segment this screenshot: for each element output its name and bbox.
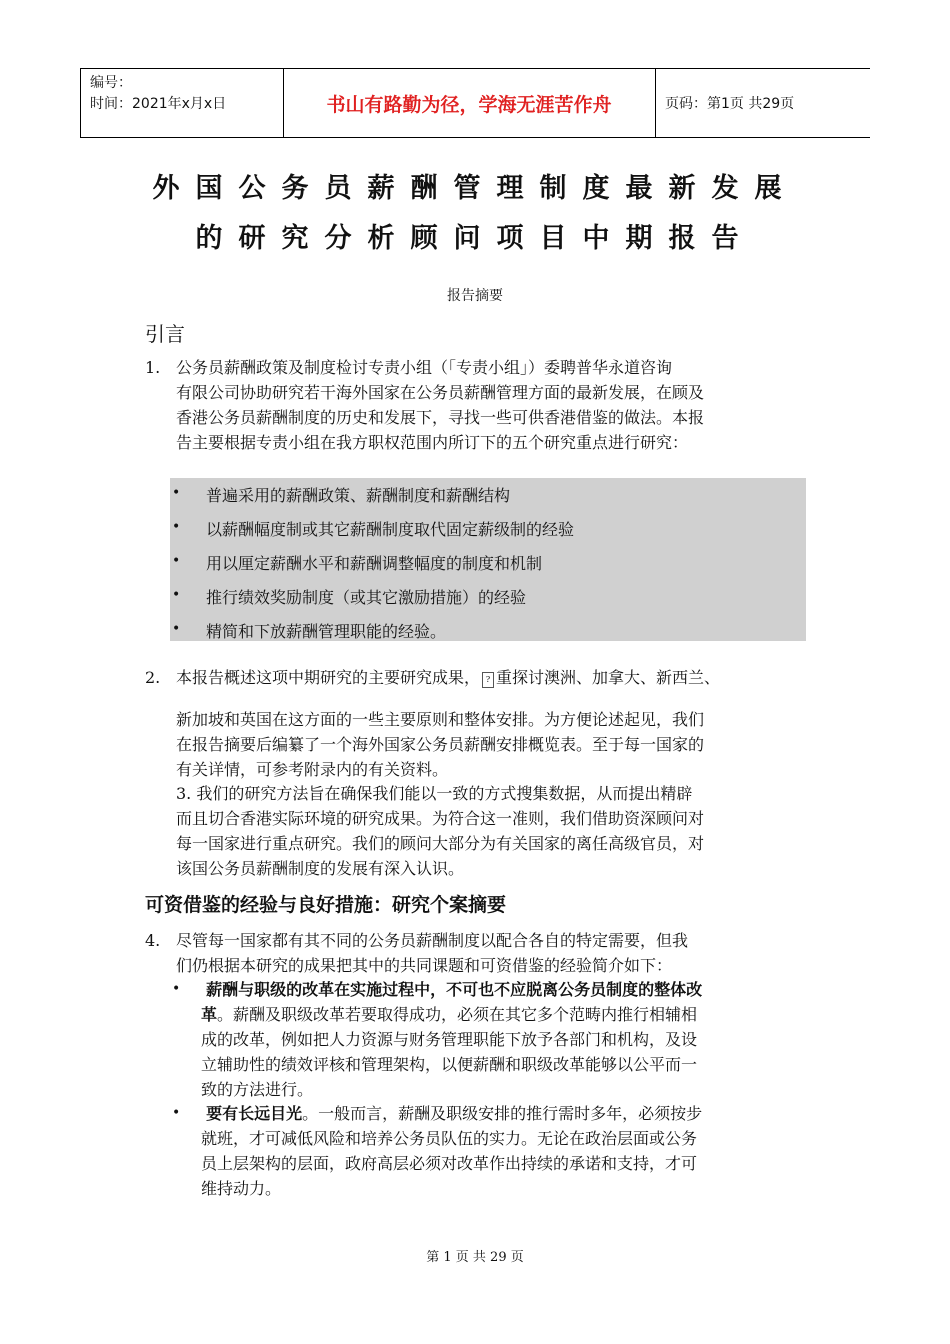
bullet-dot: • [172,485,181,501]
paragraph-line: 在报告摘要后编纂了一个海外国家公务员薪酬安排概览表。至于每一国家的 [176,735,705,754]
bullet-dot: • [172,519,181,535]
section-heading-intro: 引言 [145,322,185,346]
paragraph-line: 有关详情，可参考附录内的有关资料。 [176,760,449,779]
paragraph-3 [176,781,806,881]
paragraph-line: 尽管每一国家都有其不同的公务员薪酬制度以配合各自的特定需要，但我 [176,931,689,950]
title-line-1: 外国公务员薪酬管理制度最新发展 [152,173,798,204]
header-meta [90,73,226,115]
page-footer: 第 1 页 共 29 页 [426,1250,524,1265]
bullet-bold-text: 薪酬与职级的改革在实施过程中，不可也不应脱离公务员制度的整体改 [206,980,703,999]
paragraph-line: 致的方法进行。 [201,1080,314,1099]
bullet-paragraph-1 [201,977,811,1102]
bullet-dot: • [172,587,181,603]
header-page-info: 页码：第1页 共29页 [665,96,795,112]
date-label: 时间：2021年x月x日 [90,96,227,112]
bullet-dot: • [172,1105,181,1121]
bullet-dot: • [172,553,181,569]
paragraph-line: 有限公司协助研究若干海外国家在公务员薪酬管理方面的最新发展，在顾及 [176,383,705,402]
paragraph-line: 立辅助性的绩效评核和管理架构，以便薪酬和职级改革能够以公平而一 [201,1055,698,1074]
paragraph-line: 香港公务员薪酬制度的历史和发展下，寻找一些可供香港借鉴的做法。本报 [176,408,705,427]
paragraph-4 [176,928,806,978]
paragraph-line: 而且切合香港实际环境的研究成果。为符合这一准则，我们借助资深顾问对 [176,809,705,828]
paragraph-line: 每一国家进行重点研究。我们的顾问大部分为有关国家的离任高级官员，对 [176,834,705,853]
paragraph-line: 成的改革，例如把人力资源与财务管理职能下放予各部门和机构，及设 [201,1030,698,1049]
header-box [80,68,870,138]
bullet-item: 以薪酬幅度制或其它薪酬制度取代固定薪级制的经验 [206,520,575,539]
broken-glyph-icon: ? [482,672,494,688]
bullet-dot: • [172,981,181,997]
paragraph-2 [176,707,806,782]
paragraph-text: 。薪酬及职级改革若要取得成功，必须在其它多个范畴内推行相辅相 [217,1005,698,1024]
bullet-item: 普遍采用的薪酬政策、薪酬制度和薪酬结构 [206,486,511,505]
paragraph-line: 告主要根据专责小组在我方职权范围内所订下的五个研究重点进行研究： [176,433,689,452]
paragraph-1 [176,355,806,455]
header-motto: 书山有路勤为径，学海无涯苦作舟 [326,93,612,116]
bullet-paragraph-2 [201,1101,811,1201]
number-label: 编号： [90,75,132,91]
bullet-bold-text: 革 [201,1005,218,1024]
paragraph-line: 公务员薪酬政策及制度检讨专责小组（「专责小组」）委聘普华永道咨询 [176,358,673,377]
paragraph-line: 维持动力。 [201,1179,282,1198]
title-line-2: 的研究分析顾问项目中期报告 [195,223,755,254]
paragraph-line: 就班，才可减低风险和培养公务员队伍的实力。无论在政治层面或公务 [201,1129,698,1148]
bullet-item: 精简和下放薪酬管理职能的经验。 [206,622,447,641]
paragraph-line: 员上层架构的层面，政府高层必须对改革作出持续的承诺和支持，才可 [201,1154,698,1173]
bullet-bold-text: 要有长远目光 [206,1104,303,1123]
subtitle: 报告摘要 [447,288,503,304]
paragraph-text: 。一般而言，薪酬及职级安排的推行需时多年，必须按步 [302,1104,703,1123]
paragraph-line: 新加坡和英国在这方面的一些主要原则和整体安排。为方便论述起见，我们 [176,710,705,729]
bullet-dot: • [172,621,181,637]
paragraph-line: 该国公务员薪酬制度的发展有深入认识。 [176,859,465,878]
paragraph-line: 3. 我们的研究方法旨在确保我们能以一致的方式搜集数据，从而提出精辟 [176,784,693,803]
para-number-1: 1. [145,358,161,377]
bullet-item: 用以厘定薪酬水平和薪酬调整幅度的制度和机制 [206,554,543,573]
para-number-4: 4. [145,931,161,950]
section-heading-case-summary: 可资借鉴的经验与良好措施：研究个案摘要 [145,894,507,916]
paragraph-text: 重探讨澳洲、加拿大、新西兰、 [496,668,721,687]
paragraph-2-first-line [176,665,816,690]
bullet-item: 推行绩效奖励制度（或其它激励措施）的经验 [206,588,527,607]
paragraph-line: 们仍根据本研究的成果把其中的共同课题和可资借鉴的经验简介如下： [176,956,673,975]
para-number-2: 2. [145,668,161,687]
paragraph-text: 本报告概述这项中期研究的主要研究成果， [176,668,481,687]
